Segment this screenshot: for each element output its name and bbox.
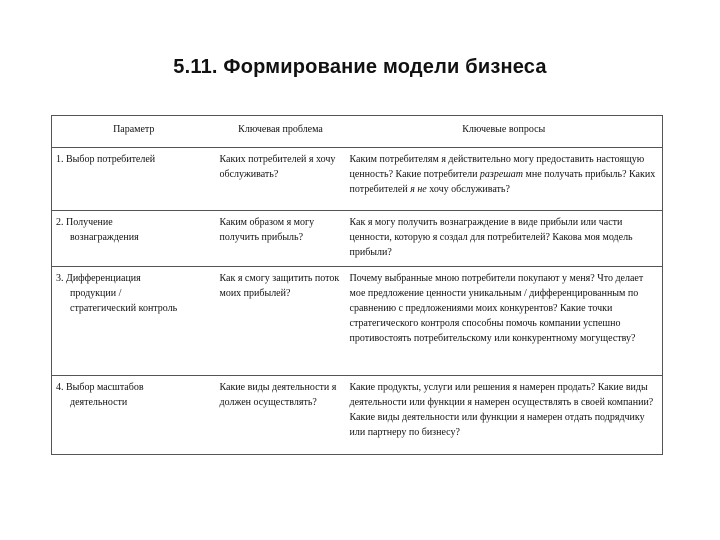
cell-parameter (52, 376, 216, 455)
parameter-line: продукции / (70, 288, 122, 299)
table-row (52, 376, 663, 455)
questions-text: Каким потребителям я действительно могу предоставить настоящую ценность? Какие потребители (349, 154, 645, 180)
cell-parameter (52, 211, 216, 267)
table-row (52, 211, 663, 267)
cell-key-questions: Как я могу получить вознаграждение в виде прибыли или части ценности, которую я создал для потребителей? Какова моя модель прибыли? (346, 211, 663, 267)
parameter-line: 2. Получение (56, 217, 113, 228)
cell-key-problem: Каким образом я могу получить прибыль? (216, 211, 346, 267)
header-parameter: Параметр (52, 116, 216, 148)
parameter-line: 4. Выбор масштабов (56, 382, 144, 393)
cell-key-problem: Какие виды деятельности я должен осуществлять? (216, 376, 346, 455)
table-header-row (52, 116, 663, 148)
questions-text: хочу обслуживать? (426, 184, 510, 195)
table-row (52, 148, 663, 211)
parameter-line: стратегический контроль (70, 303, 178, 314)
cell-parameter (52, 267, 216, 376)
cell-parameter (52, 148, 216, 211)
header-key-questions: Ключевые вопросы (346, 116, 663, 148)
questions-emphasis: я не (410, 184, 427, 195)
questions-text: мне получать прибыль? Каких потребителей (349, 169, 656, 195)
cell-key-questions: Какие продукты, услуги или решения я намерен продать? Какие виды деятельности или функции я намерен осуществлять в своей компании? Какие виды деятельности или функции я намерен отдать подрядчику или партнеру по бизнесу? (346, 376, 663, 455)
cell-key-problem: Как я смогу защитить поток моих прибылей? (216, 267, 346, 376)
business-model-table (51, 115, 663, 455)
questions-emphasis: разрешат (479, 169, 524, 180)
table-row (52, 267, 663, 376)
cell-key-problem: Каких потребителей я хочу обслуживать? (216, 148, 346, 211)
cell-key-questions (346, 148, 663, 211)
parameter-line: деятельности (70, 397, 128, 408)
parameter-line: вознаграждения (70, 232, 139, 243)
parameter-line: 3. Дифференциация (56, 273, 141, 284)
cell-key-questions: Почему выбранные мною потребители покупают у меня? Что делает мое предложение ценности уникальным / дифференцированным по сравнению с предложениями моих конкурентов? Какие точки стратегического контроля способны помочь компании успешно противостоять потребительскому или конкурентному могуществу? (346, 267, 663, 376)
header-key-problem: Ключевая проблема (216, 116, 346, 148)
parameter-line: 1. Выбор потребителей (56, 154, 156, 165)
page-title: 5.11. Формирование модели бизнеса (173, 56, 547, 78)
